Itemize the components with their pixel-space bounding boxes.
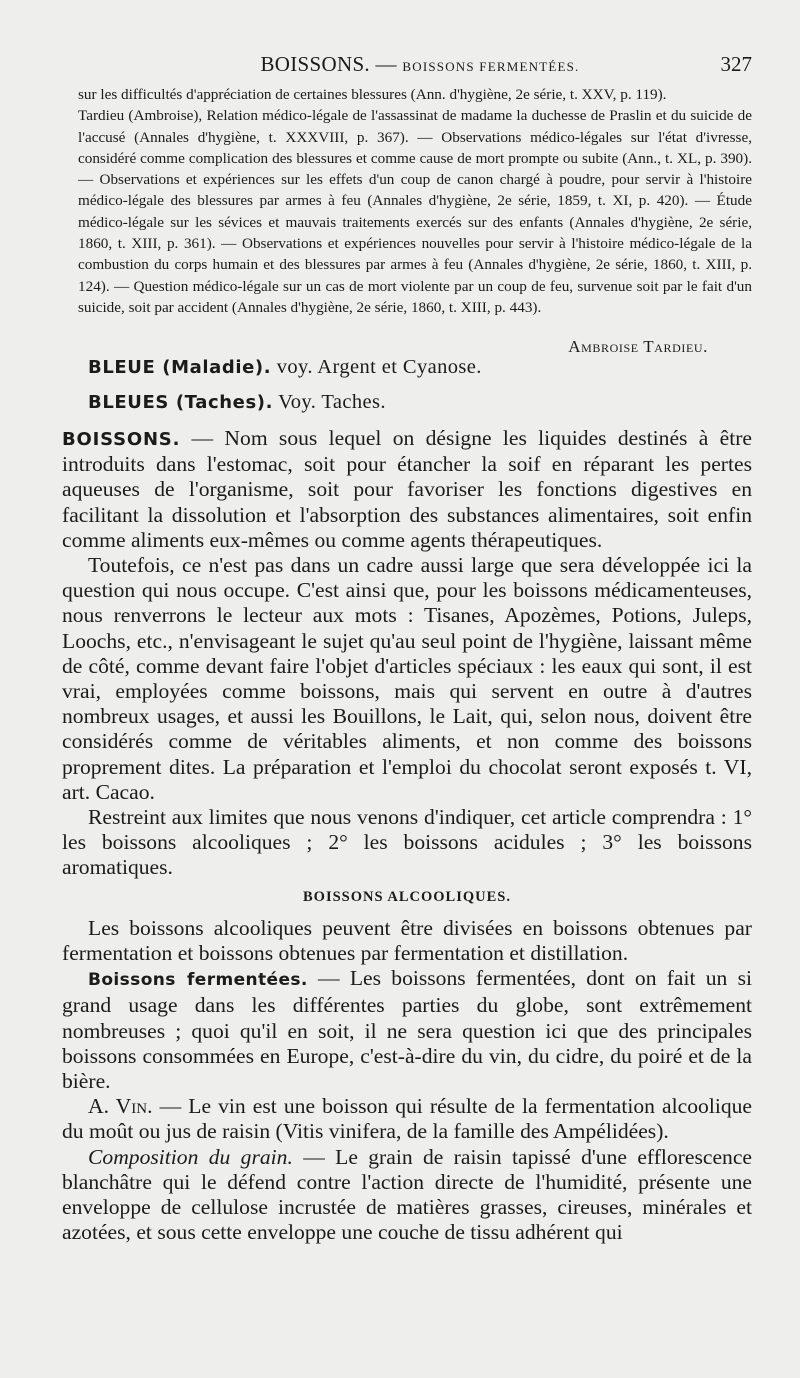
paragraph-vin xyxy=(62,1094,752,1144)
article-body xyxy=(62,426,752,1246)
bibliography-tardieu: Tardieu (Ambroise), Relation médico-légale de l'assassinat de madame la duchesse de Praslin et du suicide de l'accusé (Annales d'hygiène, t. XXXVIII, p. 367). — Observations médico-légales sur l'état d'ivresse, considéré comme complication des blessures et comme cause de mort prompte ou subite (Ann., t. XL, p. 390). — Observations et expériences sur les effets d'un coup de canon chargé à poudre, pour servir à l'histoire médico-légale des blessures par armes à feu (Annales d'hygiène, 2e série, 1859, t. XI, p. 420). — Étude médico-légale sur les sévices et mauvais traitements exercés sur des enfants (Annales d'hygiène, 2e série, 1860, t. XIII, p. 361). — Observations et expériences nouvelles pour servir à l'histoire médico-légale de la combustion du corps humain et des blessures par armes à feu (Annales d'hygiène, 2e série, 1860, t. XIII, p. 124). — Question médico-légale sur un cas de mort violente par un coup de feu, survenue soit par le fait d'un suicide, soit par accident (Annales d'hygiène, 2e série, 1860, t. XIII, p. 443). xyxy=(78,107,752,316)
section-intro: Les boissons alcooliques peuvent être divisées en boissons obtenues par fermentation et boissons obtenues par fermentation et distillation. xyxy=(62,915,752,966)
xref-term: BLEUE (Maladie). xyxy=(88,357,272,378)
intro-text: — Nom sous lequel on désigne les liquides destinés à être introduits dans l'estomac, soit pour étancher la soif en réparant les pertes aqueuses de l'organisme, soit pour favoriser les fonctions digestives en facilitant la dissolution et l'absorption des substances alimentaires, soit enfin comme aliments eux-mêmes ou comme agents thérapeutiques. xyxy=(62,426,752,552)
bibliography-line-1: sur les difficultés d'appréciation de certaines blessures (Ann. d'hygiène, 2e série, t. XXV, p. 119). xyxy=(78,86,667,103)
paragraph-grain xyxy=(62,1145,752,1246)
author-signature: Ambroise Tardieu. xyxy=(568,337,708,356)
running-title-dash: — xyxy=(369,52,403,76)
running-title-sub: BOISSONS FERMENTÉES. xyxy=(402,59,580,74)
cross-reference-bleues xyxy=(88,391,386,414)
subheading: Boissons fermentées. xyxy=(88,970,308,991)
xref-term: BLEUES (Taches). xyxy=(88,392,274,413)
bibliography-block xyxy=(78,84,752,318)
xref-text: Voy. Taches. xyxy=(273,391,386,413)
vin-text: — Le vin est une boisson qui résulte de la fermentation alcoolique du moût ou jus de raisin (Vitis vinifera, de la famille des Ampélidées). xyxy=(62,1094,752,1144)
paragraph-toutefois: Toutefois, ce n'est pas dans un cadre aussi large que sera développée ici la question qui nous occupe. C'est ainsi que, pour les boissons médicamenteuses, nous renverrons le lecteur aux mots : Tisanes, Apozèmes, Potions, Juleps, Loochs, etc., n'envisageant le sujet qu'au seul point de l'hygiène, laissant même de côté, comme devant faire l'objet d'articles spéciaux : les eaux qui sont, il est vrai, employées comme boissons, mais qui servent en outre à d'autres nombreux usages, et aussi les Bouillons, le Lait, qui, selon nous, doivent être considérés comme de véritables aliments, et non comme des boissons proprement dites. La préparation et l'emploi du chocolat seront exposés t. VI, art. Cacao. xyxy=(62,553,752,804)
paragraph-fermentees xyxy=(62,966,752,1094)
subheading-text: — Les boissons fermentées, dont on fait un si grand usage dans les différentes parties du globe, sont extrêmement nombreuses ; quoi qu'il en soit, il ne sera question ici que des principales boissons consommées en Europe, c'est-à-dire du vin, du cidre, du poiré et de la bière. xyxy=(62,966,752,1094)
cross-reference-bleue xyxy=(88,356,482,379)
section-heading: BOISSONS ALCOOLIQUES. xyxy=(303,888,511,905)
headword: BOISSONS. xyxy=(62,429,181,450)
page-number: 327 xyxy=(720,52,752,76)
running-title xyxy=(88,52,752,77)
running-title-main: BOISSONS. xyxy=(260,52,370,76)
grain-text: — Le grain de raisin tapissé d'une efflorescence blanchâtre qui le défend contre l'action directe de l'humidité, présente une enveloppe de cellulose incrustée de matières grasses, cireuses, minérales et azotées, et sous cette enveloppe une couche de tissu adhérent qui xyxy=(62,1144,752,1245)
paragraph-restreint: Restreint aux limites que nous venons d'indiquer, cet article comprendra : 1° les boissons alcooliques ; 2° les boissons acidules ; 3° les boissons aromatiques. xyxy=(62,805,752,880)
running-header xyxy=(88,52,752,80)
grain-label: Composition du grain. xyxy=(88,1144,293,1169)
xref-text: voy. Argent et Cyanose. xyxy=(271,356,482,378)
vin-label: A. Vin. xyxy=(88,1094,153,1119)
article-intro xyxy=(62,426,752,553)
